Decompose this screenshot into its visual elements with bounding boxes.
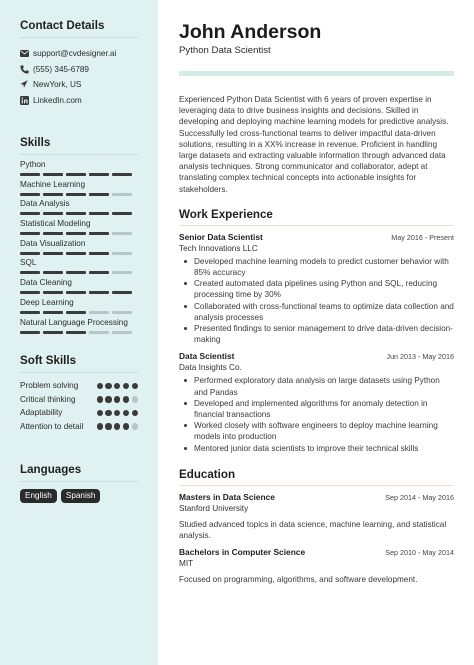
skill-level-segment-filled — [89, 252, 109, 255]
skill-level-segment-filled — [43, 173, 63, 176]
skill-level-segment-filled — [43, 291, 63, 294]
languages-section — [20, 463, 138, 503]
job-entry — [179, 351, 454, 453]
skill-label: Deep Learning — [20, 297, 74, 307]
skill-level-segment-filled — [89, 291, 109, 294]
rating-dot-filled — [105, 383, 111, 389]
rating-dot-filled — [105, 410, 111, 416]
soft-skill-item — [20, 381, 138, 395]
rating-dot-filled — [132, 383, 138, 389]
soft-skill-rating — [97, 396, 138, 402]
phone-icon — [20, 65, 33, 74]
skill-level-segment-filled — [112, 291, 132, 294]
candidate-title: Python Data Scientist — [179, 45, 271, 56]
skill-item — [20, 159, 138, 179]
contact-phone[interactable] — [20, 62, 138, 78]
skill-level-segment-filled — [89, 193, 109, 196]
skill-level-segment-filled — [89, 173, 109, 176]
job-bullet: Worked closely with software engineers to deploy machine learning models into production — [179, 420, 454, 442]
skill-label: Data Visualization — [20, 238, 86, 248]
skill-level-bar — [20, 232, 138, 235]
job-bullet: Developed machine learning models to predict customer behavior with 85% accuracy — [179, 256, 454, 278]
skill-level-segment-filled — [43, 232, 63, 235]
sidebar — [0, 0, 158, 665]
work-experience-section — [179, 208, 454, 454]
contact-email[interactable] — [20, 46, 138, 62]
rating-dot-filled — [123, 396, 129, 402]
skill-level-segment-filled — [66, 271, 86, 274]
rating-dot-filled — [123, 383, 129, 389]
skill-level-segment-empty — [112, 252, 132, 255]
rating-dot-filled — [97, 410, 103, 416]
skill-item — [20, 297, 138, 317]
skill-level-segment-empty — [112, 331, 132, 334]
job-bullets — [179, 375, 454, 453]
education-date: Sep 2010 - May 2014 — [385, 548, 454, 558]
skill-level-segment-filled — [89, 271, 109, 274]
soft-skills-heading: Soft Skills — [20, 354, 77, 368]
skill-level-bar — [20, 311, 138, 314]
skill-label: Machine Learning — [20, 179, 86, 189]
soft-skill-label: Adaptability — [20, 408, 63, 418]
soft-skills-divider — [20, 372, 138, 373]
skill-level-bar — [20, 212, 138, 215]
candidate-name: John Anderson — [179, 21, 322, 43]
skill-item — [20, 218, 138, 238]
education-header — [179, 492, 454, 503]
skill-level-segment-filled — [66, 232, 86, 235]
location-pin-icon — [20, 80, 33, 89]
skill-level-segment-filled — [112, 212, 132, 215]
skill-level-bar — [20, 331, 138, 334]
rating-dot-filled — [114, 396, 120, 402]
skill-level-bar — [20, 271, 138, 274]
skill-item — [20, 317, 138, 337]
job-header — [179, 351, 454, 362]
education-section — [179, 468, 454, 586]
resume-header — [179, 0, 454, 76]
skill-level-segment-filled — [89, 212, 109, 215]
rating-dot-filled — [114, 423, 120, 429]
envelope-icon — [20, 50, 33, 57]
job-bullet: Presented findings to senior management to drive data-driven decision-making — [179, 323, 454, 345]
contact-heading: Contact Details — [20, 19, 105, 32]
language-badge: English — [20, 489, 57, 503]
skills-section — [20, 136, 138, 336]
contact-phone-text: (555) 345-6789 — [33, 64, 89, 74]
skill-label: Data Cleaning — [20, 278, 72, 288]
skill-item — [20, 238, 138, 258]
school-name: MIT — [179, 559, 194, 569]
profile-summary: Experienced Python Data Scientist with 6 years of proven expertise in leveraging data to drive business insights and decisions. Skilled in developing and deploying machine learning models for predictive analysis. Successfully led cross-functional teams to deliver impactful data-driven solutions, resulting in a XX% increase in revenue. Proficient in handling large datasets and extracting valuable information through advanced data analysis techniques. Strong communicator and collaborator, adept at translating complex technical concepts into actionable insights for stakeholders. — [179, 95, 449, 194]
skill-level-segment-filled — [20, 271, 40, 274]
job-company: Data Insights Co. — [179, 363, 242, 373]
education-heading: Education — [179, 467, 236, 481]
rating-dot-filled — [123, 423, 129, 429]
languages-list — [20, 489, 138, 503]
skill-level-segment-empty — [112, 271, 132, 274]
skill-level-segment-empty — [112, 232, 132, 235]
skills-divider — [20, 154, 138, 155]
skill-level-segment-filled — [20, 291, 40, 294]
skill-label: SQL — [20, 258, 37, 268]
header-accent-bar — [179, 71, 454, 76]
skill-item — [20, 179, 138, 199]
skill-level-segment-filled — [20, 311, 40, 314]
contact-linkedin[interactable] — [20, 93, 138, 109]
education-divider — [179, 485, 454, 486]
education-description: Focused on programming, algorithms, and software development. — [179, 575, 418, 585]
skill-level-segment-filled — [20, 232, 40, 235]
skill-level-segment-filled — [66, 193, 86, 196]
education-date: Sep 2014 - May 2016 — [385, 492, 454, 502]
job-bullet: Developed and implemented algorithms for anomaly detection in financial transactions — [179, 398, 454, 420]
rating-dot-filled — [114, 383, 120, 389]
skill-level-segment-filled — [20, 212, 40, 215]
job-bullet: Collaborated with cross-functional teams to optimize data collection and analysis processes — [179, 301, 454, 323]
skill-level-bar — [20, 291, 138, 294]
contact-section — [20, 19, 138, 108]
education-entry — [179, 492, 454, 541]
job-bullet: Mentored junior data scientists to improve their technical skills — [179, 443, 454, 454]
skill-level-segment-filled — [43, 212, 63, 215]
job-date: May 2016 - Present — [391, 232, 454, 242]
skill-level-segment-filled — [89, 232, 109, 235]
skill-label: Natural Language Processing — [20, 317, 128, 327]
soft-skill-item — [20, 395, 138, 409]
job-bullets — [179, 256, 454, 346]
skills-heading: Skills — [20, 136, 51, 149]
job-entry — [179, 232, 454, 346]
education-header — [179, 547, 454, 558]
skill-label: Statistical Modeling — [20, 219, 91, 229]
soft-skill-label: Critical thinking — [20, 394, 76, 404]
skill-level-segment-filled — [66, 311, 86, 314]
skill-item — [20, 257, 138, 277]
rating-dot-filled — [97, 383, 103, 389]
skill-item — [20, 198, 138, 218]
skill-level-segment-filled — [66, 291, 86, 294]
skill-level-segment-empty — [112, 311, 132, 314]
soft-skills-list — [20, 381, 138, 444]
soft-skill-item — [20, 408, 138, 422]
skill-level-segment-filled — [66, 252, 86, 255]
work-experience-heading: Work Experience — [179, 207, 273, 221]
skill-label: Python — [20, 160, 46, 169]
degree-title: Bachelors in Computer Science — [179, 547, 306, 558]
rating-dot-filled — [105, 423, 111, 429]
skill-level-segment-empty — [89, 331, 109, 334]
skill-label: Data Analysis — [20, 199, 70, 209]
skill-item — [20, 277, 138, 297]
job-date: Jun 2013 - May 2016 — [386, 352, 454, 362]
languages-heading: Languages — [20, 462, 82, 476]
contact-location-text: NewYork, US — [33, 80, 82, 90]
skill-level-segment-filled — [66, 212, 86, 215]
soft-skill-label: Problem solving — [20, 381, 79, 391]
language-badge: Spanish — [61, 489, 101, 503]
job-header — [179, 232, 454, 243]
skill-level-segment-filled — [112, 173, 132, 176]
skill-level-segment-filled — [43, 271, 63, 274]
skill-level-segment-filled — [66, 173, 86, 176]
skill-level-segment-filled — [20, 173, 40, 176]
skill-level-segment-empty — [112, 193, 132, 196]
rating-dot-filled — [132, 410, 138, 416]
school-name: Stanford University — [179, 503, 249, 513]
contact-location — [20, 77, 138, 93]
rating-dot-filled — [97, 423, 103, 429]
soft-skill-rating — [97, 410, 138, 416]
skill-level-segment-empty — [89, 311, 109, 314]
linkedin-icon — [20, 96, 33, 105]
languages-divider — [20, 481, 138, 482]
rating-dot-filled — [97, 396, 103, 402]
rating-dot-filled — [114, 410, 120, 416]
rating-dot-empty — [132, 396, 138, 402]
skill-level-segment-filled — [20, 193, 40, 196]
skill-level-segment-filled — [20, 252, 40, 255]
job-bullet: Performed exploratory data analysis on large datasets using Python and Pandas — [179, 375, 454, 397]
education-description: Studied advanced topics in data science, machine learning, and statistical analysis. — [179, 519, 447, 541]
contact-divider — [20, 37, 138, 38]
education-entry — [179, 547, 454, 585]
skill-level-segment-filled — [66, 331, 86, 334]
contact-list — [20, 46, 138, 108]
soft-skill-item — [20, 422, 138, 444]
soft-skills-section — [20, 354, 138, 444]
soft-skill-rating — [97, 423, 138, 429]
skill-level-segment-filled — [20, 331, 40, 334]
skill-level-segment-filled — [43, 252, 63, 255]
skill-level-segment-filled — [43, 193, 63, 196]
job-company: Tech Innovations LLC — [179, 243, 258, 253]
skill-level-segment-filled — [43, 311, 63, 314]
job-bullet: Created automated data pipelines using Python and SQL, reducing processing time by 30% — [179, 278, 454, 300]
job-title: Data Scientist — [179, 351, 235, 362]
contact-linkedin-text: LinkedIn.com — [33, 95, 82, 105]
contact-email-text: support@cvdesigner.ai — [33, 49, 117, 59]
main-content — [179, 0, 454, 665]
soft-skill-label: Attention to detail — [20, 421, 84, 431]
rating-dot-filled — [123, 410, 129, 416]
degree-title: Masters in Data Science — [179, 491, 275, 502]
skill-level-bar — [20, 173, 138, 176]
skill-level-segment-filled — [43, 331, 63, 334]
rating-dot-filled — [105, 396, 111, 402]
skill-level-bar — [20, 252, 138, 255]
job-title: Senior Data Scientist — [179, 231, 263, 242]
work-experience-divider — [179, 225, 454, 226]
rating-dot-empty — [132, 423, 138, 429]
skills-list — [20, 159, 138, 336]
skill-level-bar — [20, 193, 138, 196]
soft-skill-rating — [97, 383, 138, 389]
